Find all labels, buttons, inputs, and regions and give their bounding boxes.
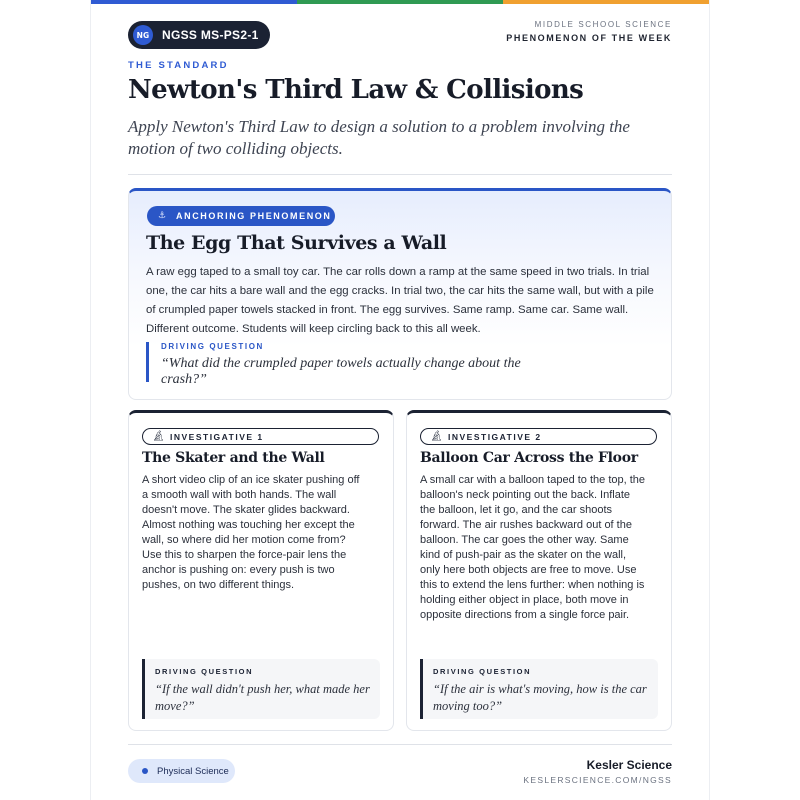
investigative-pill — [420, 428, 657, 445]
brand-url: KESLERSCIENCE.COM/NGSS — [523, 775, 672, 785]
microscope-icon: 🔬︎ — [152, 431, 165, 442]
tag-dot-icon — [142, 768, 148, 774]
page-title: Newton's Third Law & Collisions — [128, 75, 584, 105]
investigative-label: INVESTIGATIVE 1 — [170, 431, 264, 442]
header-kicker — [506, 20, 672, 43]
investigative-label: INVESTIGATIVE 2 — [448, 431, 542, 442]
anchor-title: The Egg That Survives a Wall — [146, 232, 447, 254]
stripe-blue — [91, 0, 297, 4]
kicker-bottom: PHENOMENON OF THE WEEK — [506, 33, 672, 43]
footer-divider — [128, 744, 672, 745]
page-subtitle: Apply Newton's Third Law to design a solution to a problem involving the motion of two colliding objects. — [128, 117, 630, 158]
stripe-green — [297, 0, 503, 4]
anchor-driving-question — [146, 342, 566, 387]
investigative-body: A small car with a balloon taped to the top, the balloon's neck pointing out the back. Inflate the balloon, let it go, and the car shoots forward. The air rushes backward out of the balloon. The car goes the other way. Same kind of push-pair as the skater on the wall, only here both objects are free to move. Use this to extend the lens further: when nothing is holding either object in place, both move in opposite directions from a single force pair. — [420, 474, 646, 621]
investigative-title: The Skater and the Wall — [142, 450, 325, 466]
divider — [128, 174, 672, 175]
investigative-driving-question — [420, 659, 658, 719]
driving-question-label: DRIVING QUESTION — [155, 667, 254, 676]
investigative-card-2 — [406, 410, 672, 731]
stripe-orange — [503, 0, 709, 4]
investigative-title: Balloon Car Across the Floor — [420, 450, 638, 466]
driving-question-text: “If the wall didn't push her, what made her move?” — [155, 682, 370, 713]
driving-question-label: DRIVING QUESTION — [433, 667, 532, 676]
brand-name: Kesler Science — [586, 758, 672, 772]
standard-label: THE STANDARD — [128, 60, 229, 71]
kicker-top: MIDDLE SCHOOL SCIENCE — [534, 20, 672, 29]
investigative-driving-question — [142, 659, 380, 719]
subject-tag — [128, 759, 235, 783]
anchoring-pill — [147, 206, 335, 226]
driving-question-text: “What did the crumpled paper towels actually change about the crash?” — [161, 356, 521, 387]
footer-brand — [523, 758, 672, 785]
badge-label: NGSS MS-PS2-1 — [162, 28, 259, 42]
investigative-card-1 — [128, 410, 394, 731]
anchor-body: A raw egg taped to a small toy car. The car rolls down a ramp at the same speed in two trials. In trial one, the car hits a bare wall and the egg cracks. In trial two, the car hits the same wall, but with a pile of crumpled paper towels stacked in front. The egg survives. Same ramp. Same car. Same wall. Different outcome. Students will keep circling back to this all week. — [146, 266, 654, 335]
subject-tag-label: Physical Science — [157, 765, 229, 777]
standard-badge — [128, 21, 270, 49]
anchoring-pill-label: ANCHORING PHENOMENON — [176, 211, 332, 221]
ngss-logo-icon: NG — [133, 25, 153, 45]
worksheet-page — [91, 0, 709, 800]
driving-question-text: “If the air is what's moving, how is the car moving too?” — [433, 682, 647, 713]
microscope-icon: 🔬︎ — [430, 431, 443, 442]
anchoring-phenomenon-card — [128, 188, 672, 400]
investigative-body: A short video clip of an ice skater pushing off a smooth wall with both hands. The wall doesn't move. The skater glides backward. Almost nothing was touching her except the wall, so where did her motion come from? Use this to sharpen the force-pair lens the anchor is pushing on: every push is two pushes, on two different things. — [142, 474, 360, 591]
investigative-pill — [142, 428, 379, 445]
color-stripe — [91, 0, 709, 4]
anchor-icon: ⚓ — [158, 211, 167, 221]
driving-question-label: DRIVING QUESTION — [161, 342, 264, 351]
